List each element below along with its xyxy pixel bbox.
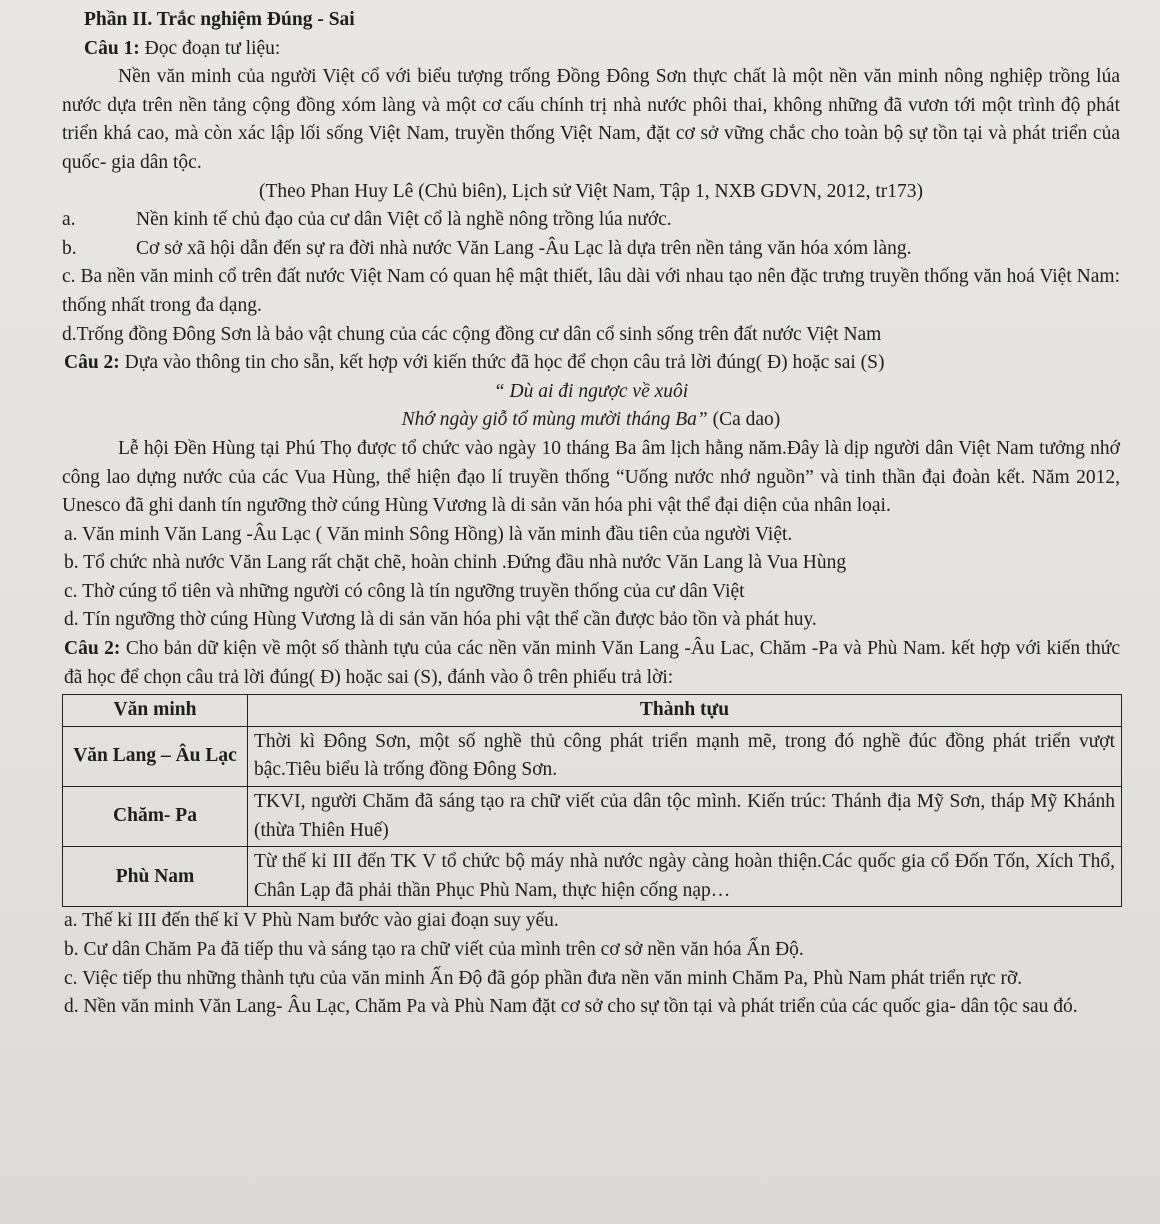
q1-option-d (62, 321, 1120, 350)
q2-option-b-text: Tổ chức nhà nước Văn Lang rất chặt chẽ, hoàn chỉnh .Đứng đầu nhà nước Văn Lang là Vua Hùng (83, 552, 847, 574)
table-header-civ: Văn minh (63, 695, 248, 727)
q1-option-a (62, 206, 1120, 235)
q2-label: Câu 2: (64, 352, 120, 374)
q1-option-d-text: Trống đồng Đông Sơn là bảo vật chung của các cộng đồng cư dân cổ sinh sống trên đất nước Việt Nam (76, 323, 882, 345)
q3-option-a (62, 907, 1120, 936)
q1-label: Câu 1: (84, 37, 140, 59)
q1-source: (Theo Phan Huy Lê (Chủ biên), Lịch sử Việt Nam, Tập 1, NXB GDVN, 2012, tr173) (259, 180, 923, 202)
table-cell-civ: Văn Lang – Âu Lạc (63, 726, 248, 786)
table-cell-civ: Phù Nam (63, 847, 248, 907)
table-row (63, 847, 1122, 907)
q2-option-c (62, 578, 1120, 607)
q3-option-c (62, 965, 1120, 994)
table-cell-civ: Chăm- Pa (63, 787, 248, 847)
q3-options (62, 907, 1120, 1021)
poem-line-1: “ Dù ai đi ngược về xuôi (493, 380, 689, 402)
table-row (63, 726, 1122, 786)
q1-option-b (62, 235, 1120, 264)
poem-line-2 (62, 406, 1120, 435)
q1-header (62, 35, 1120, 64)
q2-passage: Lễ hội Đền Hùng tại Phú Thọ được tổ chức vào ngày 10 tháng Ba âm lịch hằng năm.Đây là dịp người dân Việt Nam tưởng nhớ công lao dựng nước của các Vua Hùng, thể hiện đạo lí truyền thống “Uống nước nhớ nguồn” và tinh thần đại đoàn kết. Năm 2012, Unesco đã ghi danh tín ngưỡng thờ cúng Hùng Vương là di sản văn hóa phi vật thể đại diện của nhân loại. (62, 437, 1120, 517)
q3-option-b-label: b. (64, 939, 79, 960)
q3-option-a-label: a. (64, 910, 78, 932)
q3-option-c-text: Việc tiếp thu những thành tựu của văn minh Ấn Độ đã góp phần đưa nền văn minh Chăm Pa, Phù Nam phát triển rực rỡ. (82, 967, 1023, 989)
q2-header (62, 349, 1120, 378)
table-cell-ach: Thời kì Đông Sơn, một số nghề thủ công phát triển mạnh mẽ, trong đó nghề đúc đồng phát triển vượt bậc.Tiêu biểu là trống đồng Đông Sơn. (248, 726, 1122, 786)
q3-option-b (62, 936, 1120, 965)
section-title: Phần II. Trắc nghiệm Đúng - Sai (84, 9, 355, 30)
poem-source: (Ca dao) (707, 409, 781, 431)
q1-option-a-label: a. (62, 209, 76, 231)
table-cell-ach: TKVI, người Chăm đã sáng tạo ra chữ viết của dân tộc mình. Kiến trúc: Thánh địa Mỹ Sơn, tháp Mỹ Khánh (thừa Thiên Huế) (248, 787, 1122, 847)
q3-option-d (62, 993, 1120, 1022)
q3-header (62, 635, 1120, 692)
q2-option-a-text: Văn minh Văn Lang -Âu Lạc ( Văn minh Sông Hồng) là văn minh đầu tiên của người Việt. (82, 523, 793, 545)
q1-option-c-text: Ba nền văn minh cổ trên đất nước Việt Nam có quan hệ mật thiết, lâu dài với nhau tạo nên đặc trưng truyền thống văn hoá Việt Nam: thống nhất trong đa dạng. (62, 266, 1120, 316)
q1-option-a-text: Nền kinh tế chủ đạo của cư dân Việt cổ là nghề nông trồng lúa nước. (136, 209, 672, 231)
table-header-row (63, 695, 1122, 727)
q1-passage: Nền văn minh của người Việt cổ với biểu tượng trống Đồng Đông Sơn thực chất là một nền văn minh nông nghiệp trồng lúa nước dựa trên nền tảng cộng đồng xóm làng và một cơ cấu chính trị nhà nước phôi thai, không những đã vươn tới một trình độ phát triển khá cao, mà còn xác lập lối sống Việt Nam, truyền thống Việt Nam, đặt cơ sở vững chắc cho toàn bộ sự tồn tại và phát triển của quốc- gia dân tộc. (62, 66, 1120, 173)
table-row (63, 787, 1122, 847)
q2-option-b-label: b. (64, 552, 79, 574)
q3-option-d-text: Nền văn minh Văn Lang- Âu Lạc, Chăm Pa và Phù Nam đặt cơ sở cho sự tồn tại và phát triển của các quốc gia- dân tộc sau đó. (83, 996, 1078, 1018)
q1-option-c-label: c. (62, 266, 76, 288)
q2-option-a-label: a. (64, 523, 78, 545)
q2-option-c-label: c. (64, 580, 78, 602)
q1-prompt: Đọc đoạn tư liệu: (139, 37, 281, 59)
q2-option-b (62, 549, 1120, 578)
q2-option-d-label: d. (64, 609, 79, 631)
q3-option-a-text: Thế kỉ III đến thế kỉ V Phù Nam bước vào giai đoạn suy yếu. (82, 910, 559, 932)
q3-option-b-text: Cư dân Chăm Pa đã tiếp thu và sáng tạo ra chữ viết của mình trên cơ sở nền văn hóa Ấn Độ. (83, 939, 804, 960)
q2-option-a (62, 521, 1120, 550)
achievements-table (62, 694, 1122, 907)
q3-option-d-label: d. (64, 996, 79, 1018)
poem-line-2-text: Nhớ ngày giỗ tổ mùng mười tháng Ba” (401, 409, 708, 431)
q2-option-d-text: Tín ngưỡng thờ cúng Hùng Vương là di sản văn hóa phi vật thể cần được bảo tồn và phát huy. (83, 609, 817, 631)
table-header-ach: Thành tựu (248, 695, 1122, 727)
q2-option-d (62, 606, 1120, 635)
q2-prompt: Dựa vào thông tin cho sẵn, kết hợp với kiến thức đã học để chọn câu trả lời đúng( Đ) hoặc sai (S) (119, 352, 885, 374)
q1-option-d-label: d. (62, 323, 77, 345)
q1-option-b-label: b. (62, 237, 77, 259)
q1-option-b-text: Cơ sở xã hội dẫn đến sự ra đời nhà nước Văn Lang -Âu Lạc là dựa trên nền tảng văn hóa xóm làng. (136, 237, 912, 259)
table-cell-ach: Từ thế kỉ III đến TK V tổ chức bộ máy nhà nước ngày càng hoàn thiện.Các quốc gia cổ Đốn Tốn, Xích Thổ, Chân Lạp đã phải thần Phục Phù Nam, thực hiện cống nạp… (248, 847, 1122, 907)
q3-label: Câu 2: (64, 638, 121, 660)
q2-option-c-text: Thờ cúng tổ tiên và những người có công là tín ngưỡng truyền thống của cư dân Việt (82, 580, 745, 602)
q1-option-c (62, 263, 1120, 320)
q3-prompt: Cho bản dữ kiện về một số thành tựu của các nền văn minh Văn Lang -Âu Lac, Chăm -Pa và Phù Nam. kết hợp với kiến thức đã học để chọn câu trả lời đúng( Đ) hoặc sai (S), đánh vào ô trên phiếu trả lời: (64, 638, 1120, 688)
q3-option-c-label: c. (64, 967, 78, 989)
